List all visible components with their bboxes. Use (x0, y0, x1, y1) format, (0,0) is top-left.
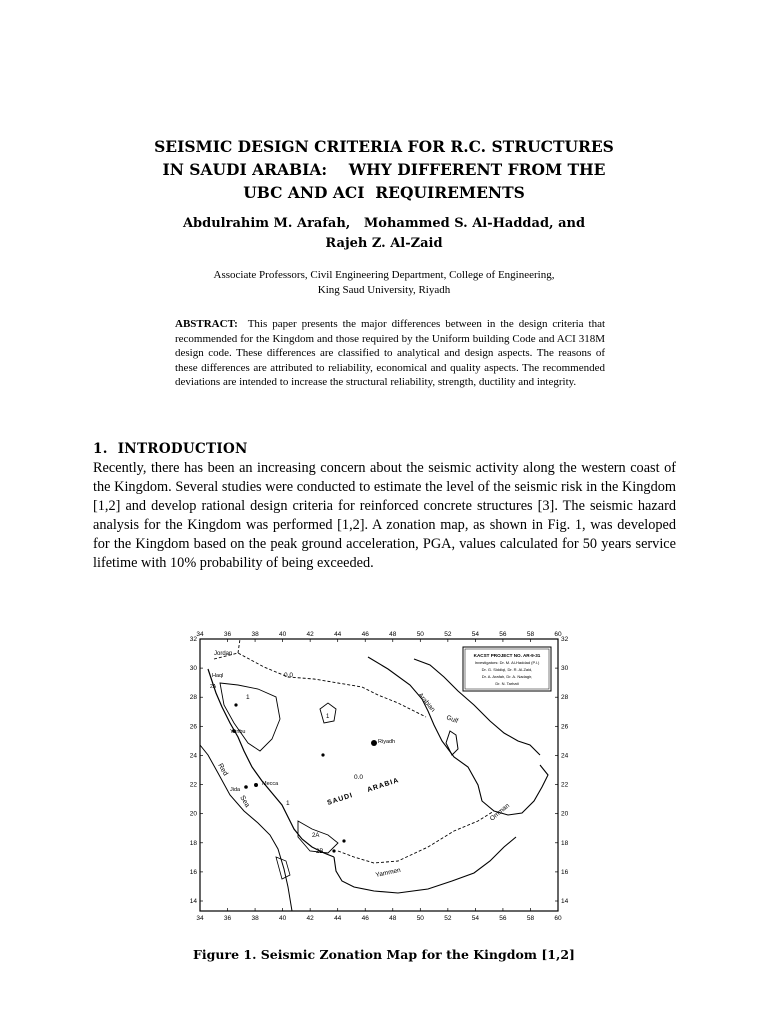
authors (0, 214, 768, 254)
town-marker (234, 703, 237, 706)
yemen-coast (334, 837, 516, 893)
bottom-tick-label: 40 (278, 915, 287, 922)
right-tick-label: 22 (561, 781, 569, 789)
affiliation-line: King Saud University, Riyadh (317, 284, 451, 296)
mecca-marker (254, 783, 258, 787)
authors-line: Rajeh Z. Al-Zaid (325, 236, 443, 251)
label-red: Red (216, 762, 229, 778)
title-line: UBC AND ACI REQUIREMENTS (243, 183, 525, 202)
label-yammen: Yammen (374, 866, 402, 879)
iraq-border (238, 639, 240, 653)
zone-label: 1 (326, 714, 330, 720)
abstract (175, 317, 605, 390)
zone-label: 0.0 (354, 774, 364, 781)
right-tick-label: 24 (561, 752, 569, 760)
top-tick-label: 42 (306, 631, 314, 638)
red-sea-coast (208, 669, 334, 857)
bottom-tick-label: 50 (416, 915, 424, 922)
left-tick-label: 16 (189, 868, 197, 876)
top-tick-label: 46 (361, 631, 369, 638)
left-tick-label: 20 (189, 810, 197, 818)
right-tick-label: 32 (561, 636, 569, 643)
right-tick-label: 16 (561, 868, 569, 876)
bottom-tick-label: 34 (196, 915, 204, 922)
title-line: SEISMIC DESIGN CRITERIA FOR R.C. STRUCTURES (154, 137, 614, 156)
bottom-tick-label: 56 (499, 915, 507, 922)
bottom-tick-label: 54 (471, 915, 480, 922)
zone-label: 2A (312, 833, 320, 839)
top-tick-label: 50 (416, 631, 424, 638)
affiliation-line: Associate Professors, Civil Engineering Department, College of Engineering, (213, 269, 555, 281)
town-marker (342, 839, 345, 842)
label-jordan: Jordan (214, 651, 233, 657)
affiliation (0, 268, 768, 298)
paper-title (0, 135, 768, 204)
label-saudi: SAUDI (326, 791, 355, 807)
right-tick-label: 14 (561, 898, 569, 905)
legend-line: Investigators: Dr. M. Al-Haddad (P.I.) (474, 660, 540, 665)
top-tick-label: 40 (278, 631, 287, 638)
bottom-tick-label: 52 (444, 915, 452, 922)
bottom-tick-label: 42 (306, 915, 314, 922)
top-tick-label: 52 (444, 631, 452, 638)
label-sea: Sea (238, 794, 251, 809)
abstract-label: ABSTRACT: (175, 318, 238, 330)
riyadh-marker (371, 740, 377, 746)
town-marker (332, 849, 335, 852)
label-arabian: Arabian (416, 691, 437, 714)
right-tick-label: 26 (561, 723, 569, 731)
qatar (446, 731, 458, 755)
left-tick-label: 24 (189, 752, 197, 760)
top-tick-label: 44 (334, 631, 342, 638)
left-tick-label: 26 (189, 723, 197, 731)
southern-border (338, 811, 494, 863)
bottom-tick-label: 38 (251, 915, 259, 922)
legend-line: Dr. N. Tarhati (495, 681, 519, 686)
zone-label: 1 (286, 800, 290, 807)
african-coast (200, 745, 292, 911)
seismic-zonation-map (178, 625, 573, 925)
top-tick-label: 60 (554, 631, 562, 638)
legend-line: Dr. A. Arafah, Dr. A. Nadagir, (481, 674, 533, 679)
bottom-tick-label: 58 (526, 915, 535, 922)
northern-border (214, 653, 426, 717)
bottom-tick-label: 48 (389, 915, 397, 922)
right-tick-label: 28 (561, 694, 569, 702)
abstract-text: This paper presents the major differences between in the design criteria that recommended for the Kingdom and those required by the Uniform building Code and ACI 318M design code. These differences are classified to analytical and design aspects. The reasons of these differences are attributed to reliability, economical and quality aspects. The recommended deviations are intended to increase the structural reliability, strength, ductility and integrity. (175, 318, 606, 389)
left-tick-label: 30 (189, 665, 197, 673)
top-tick-label: 36 (223, 631, 232, 638)
top-tick-label: 56 (499, 631, 507, 638)
jida-marker (244, 785, 248, 789)
right-tick-label: 20 (561, 810, 569, 818)
top-tick-label: 54 (471, 631, 480, 638)
top-tick-label: 48 (389, 631, 397, 638)
top-tick-label: 58 (526, 631, 535, 638)
title-line: IN SAUDI ARABIA: WHY DIFFERENT FROM THE (162, 160, 606, 179)
left-tick-label: 18 (189, 839, 197, 847)
zone-small-region (320, 703, 336, 723)
bottom-tick-label: 46 (361, 915, 369, 922)
bottom-tick-label: 36 (223, 915, 232, 922)
zone-label: 1 (246, 694, 250, 701)
bottom-tick-label: 44 (334, 915, 342, 922)
zone-boundary (220, 683, 280, 751)
label-haql: Haql (212, 673, 224, 679)
bottom-tick-label: 60 (554, 915, 562, 922)
left-tick-label: 22 (189, 781, 197, 789)
right-tick-label: 30 (561, 665, 569, 673)
label-mecca: Mecca (262, 781, 279, 787)
section-heading: 1. INTRODUCTION (93, 441, 248, 457)
legend-line: KACST PROJECT NO. AR-9-31 (473, 653, 541, 658)
zone-label: 2B (316, 849, 324, 855)
label-riyadh: Riyadh (378, 739, 396, 745)
left-tick-label: 28 (189, 694, 197, 702)
top-tick-label: 38 (251, 631, 259, 638)
left-tick-label: 14 (189, 898, 197, 905)
right-tick-label: 18 (561, 839, 569, 847)
left-tick-label: 32 (189, 636, 197, 643)
zone-label: 0.0 (284, 672, 294, 679)
town-marker (321, 753, 324, 756)
top-tick-label: 34 (196, 631, 204, 638)
intro-paragraph: Recently, there has been an increasing concern about the seismic activity along the western coast of the Kingdom. Several studies were conducted to estimate the level of the seismic risk in the Kingdom [1,2] and develop rational design criteria for reinforced concrete structures [3]. The seismic hazard analysis for the Kingdom was performed [1,2]. A zonation map, as shown in Fig. 1, was developed for the Kingdom based on the peak ground acceleration, PGA, values calculated for 50 years service lifetime with 10% probability of being exceeded. (93, 460, 676, 571)
figure-caption: Figure 1. Seismic Zonation Map for the Kingdom [1,2] (193, 947, 575, 962)
label-omman: Omman (488, 802, 512, 823)
label-jida: Jida (230, 787, 241, 793)
zone-label: 2A (210, 684, 217, 690)
legend-line: Dr. G. Siddiqi, Dr. R. Al-Zaid, (481, 667, 533, 672)
label-gulf: Gulf (445, 714, 459, 725)
authors-line: Abdulrahim M. Arafah, Mohammed S. Al-Haddad, and (182, 216, 586, 231)
label-yanbu: Yanbu (230, 729, 246, 735)
label-arabia: ARABIA (366, 776, 401, 794)
zone-yemen-inner (276, 857, 290, 879)
